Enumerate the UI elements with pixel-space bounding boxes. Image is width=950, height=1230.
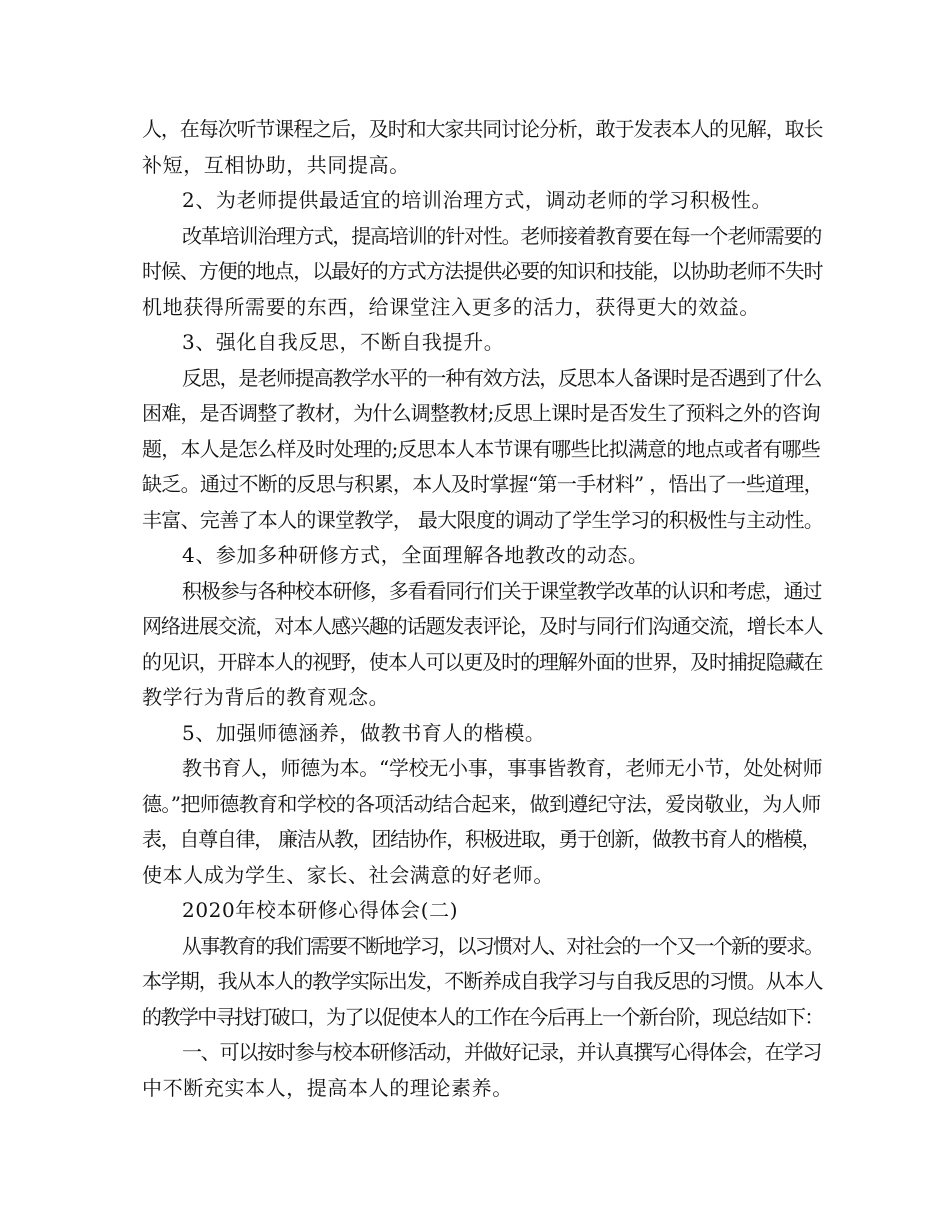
text-line: 补短，互相协助，共同提高。: [142, 152, 410, 177]
text-line: 缺乏。通过不断的反思与积累，本人及时掌握“第一手材料” ，悟出了一些道理，: [142, 472, 823, 496]
text-line: 反思，是老师提高教学水平的一种有效方法，反思本人备课时是否遇到了什么: [182, 365, 822, 390]
text-line: 积极参与各种校本研修，多看看同行们关于课堂教学改革的认识和考虑，通过: [182, 578, 822, 603]
text-line: 困难，是否调整了教材，为什么调整教材;反思上课时是否发生了预料之外的咨询: [142, 401, 820, 425]
text-line: 4、参加多种研修方式，全面理解各地教改的动态。: [182, 543, 649, 567]
text-line: 3、强化自我反思，不断自我提升。: [182, 330, 505, 354]
text-line: 的见识，开辟本人的视野，使本人可以更及时的理解外面的世界，及时捕捉隐藏在: [142, 649, 823, 674]
text-line: 中不断充实本人，提高本人的理论素养。: [142, 1075, 513, 1100]
text-line: 一、可以按时参与校本研修活动，并做好记录，并认真撰写心得体会，在学习: [182, 1040, 822, 1064]
text-line: 从事教育的我们需要不断地学习，以习惯对人、对社会的一个又一个新的要求。: [182, 933, 823, 958]
text-line: 2、为老师提供最适宜的培训治理方式，调动老师的学习积极性。: [182, 188, 773, 212]
text-line: 的教学中寻找打破口，为了以促使本人的工作在今后再上一个新台阶，现总结如下：: [142, 1004, 823, 1029]
text-line: 网络进展交流，对本人感兴趣的话题发表评论，及时与同行们沟通交流，增长本人: [142, 614, 823, 638]
text-line: 题，本人是怎么样及时处理的;反思本人本节课有哪些比拟满意的地点或者有哪些: [142, 436, 820, 461]
text-line: 人，在每次听节课程之后，及时和大家共同讨论分析，敢于发表本人的见解，取长: [142, 117, 823, 141]
text-line: 机地获得所需要的东西，给课堂注入更多的活力，获得更大的效益。: [142, 294, 760, 319]
text-line: 教学行为背后的教育观念。: [142, 685, 390, 709]
text-line: 使本人成为学生、家长、社会满意的好老师。: [142, 862, 554, 887]
text-line: 丰富、完善了本人的课堂教学， 最大限度的调动了学生学习的积极性与主动性。: [142, 507, 824, 532]
text-line: 改革培训治理方式，提高培训的针对性。老师接着教育要在每一个老师需要的: [182, 223, 822, 248]
text-line: 2020年校本研修心得体会(二): [182, 898, 459, 922]
document-body: [142, 112, 822, 1106]
text-line: 表，自尊自律， 廉洁从教，团结协作，积极进取，勇于创新，做教书育人的楷模，: [142, 827, 821, 851]
text-line: 5、加强师德涵养，做教书育人的楷模。: [182, 720, 546, 745]
text-line: 德。”把师德教育和学校的各项活动结合起来，做到遵纪守法，爱岗敬业，为人师: [142, 791, 821, 816]
text-line: 本学期，我从本人的教学实际出发，不断养成自我学习与自我反思的习惯。从本人: [142, 969, 823, 993]
text-line: 时候、方便的地点，以最好的方式方法提供必要的知识和技能，以协助老师不失时: [142, 259, 823, 283]
text-line: 教书育人，师德为本。“学校无小事，事事皆教育，老师无小节，处处树师: [182, 756, 823, 780]
